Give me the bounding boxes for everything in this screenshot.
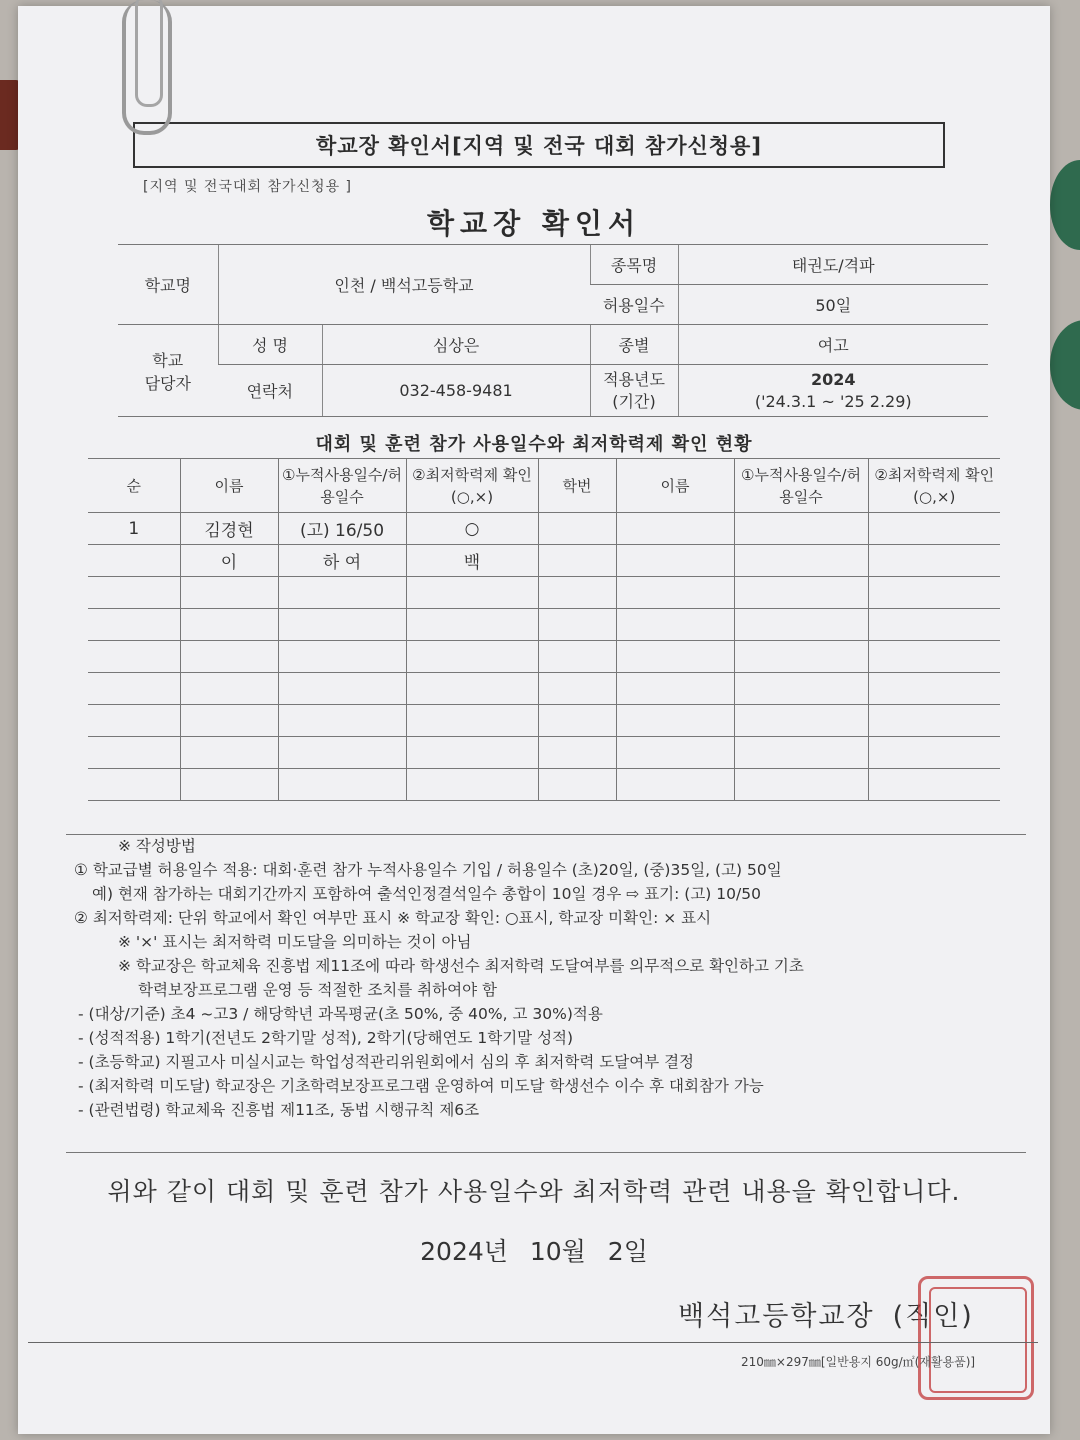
table-row [88, 769, 1000, 801]
table-cell: 백 [406, 545, 538, 577]
table-cell [88, 769, 180, 801]
table-cell [278, 577, 406, 609]
table-cell [538, 545, 616, 577]
seal-label: (직인) [892, 1301, 974, 1332]
official-seal-stamp [918, 1276, 1034, 1400]
table-cell: 하 여 [278, 545, 406, 577]
table-cell [406, 577, 538, 609]
table-cell [538, 705, 616, 737]
table-cell [734, 545, 868, 577]
table-cell [88, 545, 180, 577]
note-line: - (최저학력 미도달) 학교장은 기초학력보장프로그램 운영하여 미도달 학생선수 이수 후 대회참가 가능 [78, 1077, 764, 1095]
table-cell [88, 641, 180, 673]
table-cell: (고) 16/50 [278, 513, 406, 545]
note-line: 학력보장프로그램 운영 등 적절한 조치를 취하여야 함 [138, 981, 497, 999]
sub-label: [지역 및 전국대회 참가신청용 ] [143, 179, 353, 195]
table-cell [616, 769, 734, 801]
table-cell [538, 577, 616, 609]
table-row [88, 705, 1000, 737]
records-header-cell: ①누적사용일수/허용일수 [734, 459, 868, 513]
table-cell [616, 513, 734, 545]
note-line: - (대상/기준) 초4 ~고3 / 해당학년 과목평균(초 50%, 중 40%, 고 30%)적용 [78, 1005, 603, 1023]
table-cell [406, 609, 538, 641]
records-table [88, 458, 1000, 801]
table-cell [734, 609, 868, 641]
records-header-cell: 이름 [180, 459, 278, 513]
table-cell [868, 673, 1000, 705]
desk-object-right-lower [1050, 320, 1080, 410]
notes-heading: ※ 작성방법 [118, 837, 196, 855]
type-value: 여고 [678, 325, 988, 365]
contact-label: 연락처 [218, 365, 322, 417]
table-cell: 김경현 [180, 513, 278, 545]
table-cell [868, 577, 1000, 609]
sport-value: 태권도/격파 [678, 245, 988, 285]
records-header-cell: ②최저학력제 확인(○,×) [406, 459, 538, 513]
table-cell: 1 [88, 513, 180, 545]
paperclip-icon [122, 0, 172, 135]
table-cell [616, 641, 734, 673]
footer-rule [28, 1342, 1038, 1343]
notes-bottom-rule [66, 1152, 1026, 1153]
table-cell [278, 705, 406, 737]
desk-object-left [0, 80, 20, 150]
sport-label: 종목명 [590, 245, 678, 285]
table-cell [538, 769, 616, 801]
table-cell [734, 513, 868, 545]
table-row [88, 609, 1000, 641]
table-cell [278, 609, 406, 641]
staff-label: 학교 담당자 [118, 325, 218, 417]
table-cell [88, 577, 180, 609]
table-cell [180, 673, 278, 705]
contact-value: 032-458-9481 [322, 365, 590, 417]
table-row [88, 577, 1000, 609]
table-cell [734, 737, 868, 769]
allowed-days-value: 50일 [678, 285, 988, 325]
table-cell [868, 737, 1000, 769]
table-cell [868, 769, 1000, 801]
table-cell [180, 609, 278, 641]
table-cell [88, 737, 180, 769]
table-cell [180, 641, 278, 673]
table-cell [868, 545, 1000, 577]
note-line: 예) 현재 참가하는 대회기간까지 포함하여 출석인정결석일수 총합이 10일 경우 ⇨ 표기: (고) 10/50 [92, 885, 761, 903]
table-cell [734, 705, 868, 737]
table-cell [616, 673, 734, 705]
records-header-cell: ①누적사용일수/허용일수 [278, 459, 406, 513]
note-line: ② 최저학력제: 단위 학교에서 확인 여부만 표시 ※ 학교장 확인: ○표시, 학교장 미확인: × 표시 [74, 909, 712, 927]
table-cell [406, 737, 538, 769]
year-label: 적용년도 (기간) [590, 365, 678, 417]
records-header-cell: 학번 [538, 459, 616, 513]
records-header-cell: ②최저학력제 확인(○,×) [868, 459, 1000, 513]
table-row [88, 737, 1000, 769]
records-header-cell: 이름 [616, 459, 734, 513]
table-row [88, 673, 1000, 705]
type-label: 종별 [590, 325, 678, 365]
year-value: 2024 [810, 369, 856, 389]
table-cell [734, 673, 868, 705]
info-table [118, 244, 988, 417]
table-cell [278, 737, 406, 769]
table-cell [180, 577, 278, 609]
table-row [88, 545, 1000, 577]
school-name-value: 인천 / 백석고등학교 [218, 245, 590, 325]
table-cell [180, 737, 278, 769]
confirmation-statement: 위와 같이 대회 및 훈련 참가 사용일수와 최저학력 관련 내용을 확인합니다. [107, 1177, 961, 1206]
table-cell [538, 737, 616, 769]
desk-object-right [1050, 160, 1080, 250]
table-cell [868, 513, 1000, 545]
table-cell [406, 641, 538, 673]
document-paper [18, 6, 1050, 1434]
footer-paper-spec: 210㎜×297㎜[일반용지 60g/㎡(재활용품)] [741, 1355, 976, 1369]
table-cell [734, 769, 868, 801]
table-row [88, 641, 1000, 673]
table-cell [180, 705, 278, 737]
table-cell: ○ [406, 513, 538, 545]
table-cell [406, 769, 538, 801]
issue-date: 2024년 10월 2일 [420, 1237, 648, 1266]
period-value: ('24.3.1 ~ '25 2.29) [754, 391, 912, 411]
table-cell [616, 609, 734, 641]
table-row [88, 513, 1000, 545]
table-cell [538, 673, 616, 705]
main-title: 학교장 확인서 [426, 207, 642, 240]
name-label: 성 명 [218, 325, 322, 365]
school-name-label: 학교명 [118, 245, 218, 325]
table-cell [616, 705, 734, 737]
table-cell [406, 705, 538, 737]
table-cell: 이 [180, 545, 278, 577]
table-cell [734, 577, 868, 609]
table-cell [88, 609, 180, 641]
note-line: ※ '×' 표시는 최저학력 미도달을 의미하는 것이 아님 [118, 933, 472, 951]
table-cell [868, 609, 1000, 641]
header-box-title: 학교장 확인서[지역 및 전국 대회 참가신청용] [133, 122, 945, 168]
year-cell [678, 365, 988, 417]
table-cell [538, 641, 616, 673]
records-header-cell: 순 [88, 459, 180, 513]
note-line: ※ 학교장은 학교체육 진흥법 제11조에 따라 학생선수 최저학력 도달여부를 의무적으로 확인하고 기초 [118, 957, 804, 975]
section-title: 대회 및 훈련 참가 사용일수와 최저학력제 확인 현황 [315, 434, 753, 455]
name-value: 심상은 [322, 325, 590, 365]
records-body [88, 513, 1000, 801]
note-line: ① 학교급별 허용일수 적용: 대회·훈련 참가 누적사용일수 기입 / 허용일수 (초)20일, (중)35일, (고) 50일 [74, 861, 782, 879]
table-cell [868, 705, 1000, 737]
table-cell [278, 641, 406, 673]
notes-section [66, 834, 1026, 1122]
table-cell [616, 577, 734, 609]
table-cell [278, 769, 406, 801]
table-cell [180, 769, 278, 801]
table-cell [278, 673, 406, 705]
table-cell [538, 513, 616, 545]
table-cell [88, 673, 180, 705]
allowed-days-label: 허용일수 [590, 285, 678, 325]
principal-title: 백석고등학교장 [678, 1301, 875, 1332]
table-cell [868, 641, 1000, 673]
table-cell [616, 545, 734, 577]
note-line: - (관련법령) 학교체육 진흥법 제11조, 동법 시행규칙 제6조 [78, 1101, 480, 1119]
table-cell [406, 673, 538, 705]
note-line: - (성적적용) 1학기(전년도 2학기말 성적), 2학기(당해연도 1학기말 성적) [78, 1029, 574, 1047]
table-cell [88, 705, 180, 737]
records-header-row [88, 459, 1000, 513]
note-line: - (초등학교) 지필고사 미실시교는 학업성적관리위원회에서 심의 후 최저학력 도달여부 결정 [78, 1053, 695, 1071]
table-cell [616, 737, 734, 769]
table-cell [734, 641, 868, 673]
table-cell [538, 609, 616, 641]
